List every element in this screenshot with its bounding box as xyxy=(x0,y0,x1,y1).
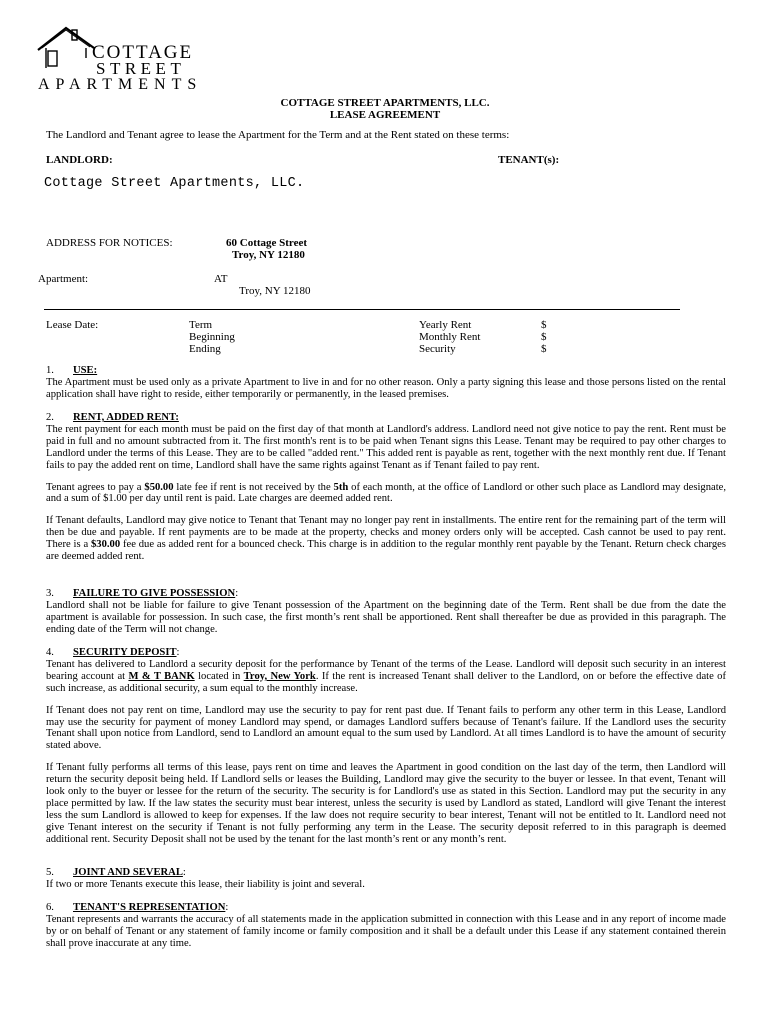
company-logo xyxy=(36,24,206,94)
monthly-rent-value: $ xyxy=(541,331,547,343)
apartment-city: Troy, NY 12180 xyxy=(239,285,311,297)
ending-label: Ending xyxy=(189,343,221,355)
address-city: Troy, NY 12180 xyxy=(232,249,305,261)
section-security-deposit: 4. SECURITY DEPOSIT: Tenant has delivered to Landlord a security deposit for the performance by Tenant of the terms of the Lease. Landlord will deposit such security in an interest bearing account at M & T BANK located in Troy, New York. If the rent is increased Tenant shall deliver to the Landlord, on or before the effective date of such increase, as additional security, a sum equal to the monthly increase. If Tenant does not pay rent on time, Landlord may use the security to pay for rent past due. If Tenant fails to perform any other term in this Lease, Landlord may use the security for payment of money Landlord may spend, or damages Landlord suffers because of Tenant's failure. If the Landlord uses the security Tenant shall upon notice from Landlord, send to Landlord an amount equal to the sum used by Landlord. At all times Landlord is to have the amount of security stated above. If Tenant fully performs all terms of this lease, pays rent on time and leaves the Apartment in good condition on the last day of the term, then Landlord will return the security deposit being held. If Landlord sells or leases the Building, Landlord may give the security to the buyer or lessee. In that event, Tenant will look only to the buyer or lessee for the return of the security. The security is for Landlord's use as stated in this Section. Landlord may put the security in any place permitted by law. If the law states the security must bear interest, unless the security is used by Landlord as stated, Landlord will give Tenant the interest less the sum Landlord is allowed to keep for expenses. If the law does not require security to bear interest, Tenant will not be entitled to It. Landlord need not give Tenant interest on the security if Tenant is not fully performing any term in the Lease. The security deposit referred to in this paragraph is deemed additional rent. Security Deposit shall not be used by the tenant for the last month’s rent or any month’s rent. xyxy=(46,647,726,845)
late-fee-amount: $50.00 xyxy=(144,481,174,493)
address-street: 60 Cottage Street xyxy=(226,237,308,249)
default-paragraph: If Tenant defaults, Landlord may give notice to Tenant that Tenant may no longer pay rent in installments. The entire rent for the remaining part of the term will then be due and payable. If rent payments are to be made at the property, checks and money orders only will be accepted. Cash cannot be used to pay rent. There is a $30.00 fee due as added rent for a bounced check. This charge is in addition to the regular monthly rent payable by the Tenant. Return check charges are deemed added rent. xyxy=(46,515,726,563)
section-heading: JOINT AND SEVERAL xyxy=(73,867,183,878)
landlord-label: LANDLORD: xyxy=(46,154,113,166)
house-logo-icon xyxy=(36,24,96,76)
section-heading: RENT, ADDED RENT: xyxy=(73,412,179,423)
section-number: 3. xyxy=(46,588,54,599)
late-fee-paragraph: Tenant agrees to pay a $50.00 late fee if rent is not received by the 5th of each month, at the office of Landlord or other such place as Landlord may designate, and a sum of $1.00 per day until rent is paid. Late charges are deemed added rent. xyxy=(46,481,726,505)
section-heading: FAILURE TO GIVE POSSESSION xyxy=(73,588,236,599)
monthly-rent-label: Monthly Rent xyxy=(419,331,481,343)
logo-line-apartments: APARTMENTS xyxy=(38,76,203,93)
section-rent xyxy=(46,412,726,563)
logo-line-cottage: COTTAGE xyxy=(92,42,194,63)
section-body: If two or more Tenants execute this lease, their liability is joint and several. xyxy=(46,878,365,890)
section-body: If Tenant does not pay rent on time, Landlord may use the security to pay for rent past due. If Tenant fails to perform any other term in this Lease, Landlord may use the security for payment of money Landlord may spend, or damages Landlord suffers because of Tenant's failure. If the Landlord uses the security Tenant shall upon notice from Landlord, send to Landlord an amount equal to the sum used by Landlord. At all times Landlord is to have the amount of security stated above. xyxy=(46,704,726,752)
section-use xyxy=(46,365,726,401)
bank-name: M & T BANK xyxy=(128,670,195,682)
logo-line-street: STREET xyxy=(96,59,186,78)
term-label: Term xyxy=(189,319,213,331)
company-heading: COTTAGE STREET APARTMENTS, LLC. xyxy=(280,97,490,109)
section-number: 1. xyxy=(46,365,54,376)
tenant-label: TENANT(s): xyxy=(498,154,560,166)
security-value: $ xyxy=(541,343,547,355)
apartment-label: Apartment: xyxy=(38,273,89,285)
yearly-rent-label: Yearly Rent xyxy=(419,319,472,331)
section-body: If Tenant fully performs all terms of this lease, pays rent on time and leaves the Apartment in good condition on the last day of the term, then Landlord will return the security deposit being held. If Landlord sells or leases the Building, Landlord may give the security to the buyer or lessee. In that event, Tenant will look only to the buyer or lessee for the return of the security. The security is for Landlord's use as stated in this Section. Landlord may put the security in any place permitted by law. If the law states the security must bear interest, unless the security is used by Landlord as stated, Landlord will give Tenant the interest less the sum Landlord is allowed to keep for expenses. If the law does not require security to bear interest, Tenant will not be entitled to It. Landlord need not give Tenant interest on the security if Tenant is not fully performing any term in the Lease. The security deposit referred to in this paragraph is deemed additional rent. Security Deposit shall not be used by the tenant for the last month’s rent or any month’s rent. xyxy=(46,762,726,845)
section-heading: SECURITY DEPOSIT xyxy=(73,647,177,658)
section-number: 2. xyxy=(46,412,54,423)
section-body: The rent payment for each month must be paid on the first day of that month at Landlord's address. Landlord need not give notice to pay the rent. Rent must be paid in full and no amount subtracted from it. The first month's rent is to be paid when Tenant signs this Lease. Tenant may be required to pay other charges to Landlord under the terms of this Lease. They are to be called "added rent." This added rent is payable as rent, together with the next monthly rent due. If Tenant fails to pay the added rent on time, Landlord shall have the same rights against Tenant as if Tenant failed to pay rent. xyxy=(46,423,726,471)
document-title: LEASE AGREEMENT xyxy=(329,109,441,121)
section-body: Tenant represents and warrants the accuracy of all statements made in the application submitted in connection with this Lease and in any report of income made by or on behalf of Tenant or any statement of family income or family composition and it shall be a default under this Lease if any statement contained therein shall prove inaccurate at any time. xyxy=(46,913,726,949)
section-body: The Apartment must be used only as a private Apartment to live in and for no other reason. Only a party signing this lease and those persons listed on the rental application shall have right to reside, either temporarily or permanently, in the leased premises. xyxy=(46,376,726,400)
section-joint-several: 5. JOINT AND SEVERAL: If two or more Tenants execute this lease, their liability is joint and several. xyxy=(46,867,726,891)
section-body: Landlord shall not be liable for failure to give Tenant possession of the Apartment on the beginning date of the Term. Rent shall be due from the date the apartment is available for possession. In such case, the first month’s rent shall be apportioned. Rent shall thereafter be due as provided in this paragraph. The ending date of the Term will not change. xyxy=(46,599,726,635)
section-possession: 3. FAILURE TO GIVE POSSESSION: Landlord shall not be liable for failure to give Tenant possession of the Apartment on the beginning date of the Term. Rent shall be due from the date the apartment is available for possession. In such case, the first month’s rent shall be apportioned. Rent shall thereafter be due as provided in this paragraph. The ending date of the Term will not change. xyxy=(46,588,726,635)
section-number: 6. xyxy=(46,902,54,913)
beginning-label: Beginning xyxy=(189,331,235,343)
due-day: 5th xyxy=(333,481,349,493)
landlord-name: Cottage Street Apartments, LLC. xyxy=(44,176,305,191)
deposit-paragraph: Tenant has delivered to Landlord a security deposit for the performance by Tenant of the terms of the Lease. Landlord will deposit such security in an interest bearing account at M & T BANK located in Troy, New York. If the rent is increased Tenant shall deliver to the Landlord, on or before the effective date of such increase, as additional security, a sum equal to the monthly increase. xyxy=(46,658,726,694)
security-label: Security xyxy=(419,343,456,355)
yearly-rent-value: $ xyxy=(541,319,547,331)
section-heading: TENANT'S REPRESENTATION xyxy=(73,902,226,913)
lease-date-label: Lease Date: xyxy=(46,319,99,331)
bounced-check-fee: $30.00 xyxy=(90,539,121,551)
section-number: 5. xyxy=(46,867,54,878)
section-heading: USE: xyxy=(73,365,98,376)
section-tenant-representation: 6. TENANT'S REPRESENTATION: Tenant represents and warrants the accuracy of all statements made in the application submitted in connection with this Lease and in any report of income made by or on behalf of Tenant or any statement of family income or family composition and it shall be a default under this Lease if any statement contained therein shall prove inaccurate at any time. xyxy=(46,902,726,949)
address-label: ADDRESS FOR NOTICES: xyxy=(46,237,173,249)
section-number: 4. xyxy=(46,647,54,658)
bank-location: Troy, New York xyxy=(243,670,316,682)
apartment-at: AT xyxy=(214,273,228,285)
intro-text: The Landlord and Tenant agree to lease the Apartment for the Term and at the Rent stated on these terms: xyxy=(46,129,510,141)
divider-line xyxy=(44,309,680,310)
